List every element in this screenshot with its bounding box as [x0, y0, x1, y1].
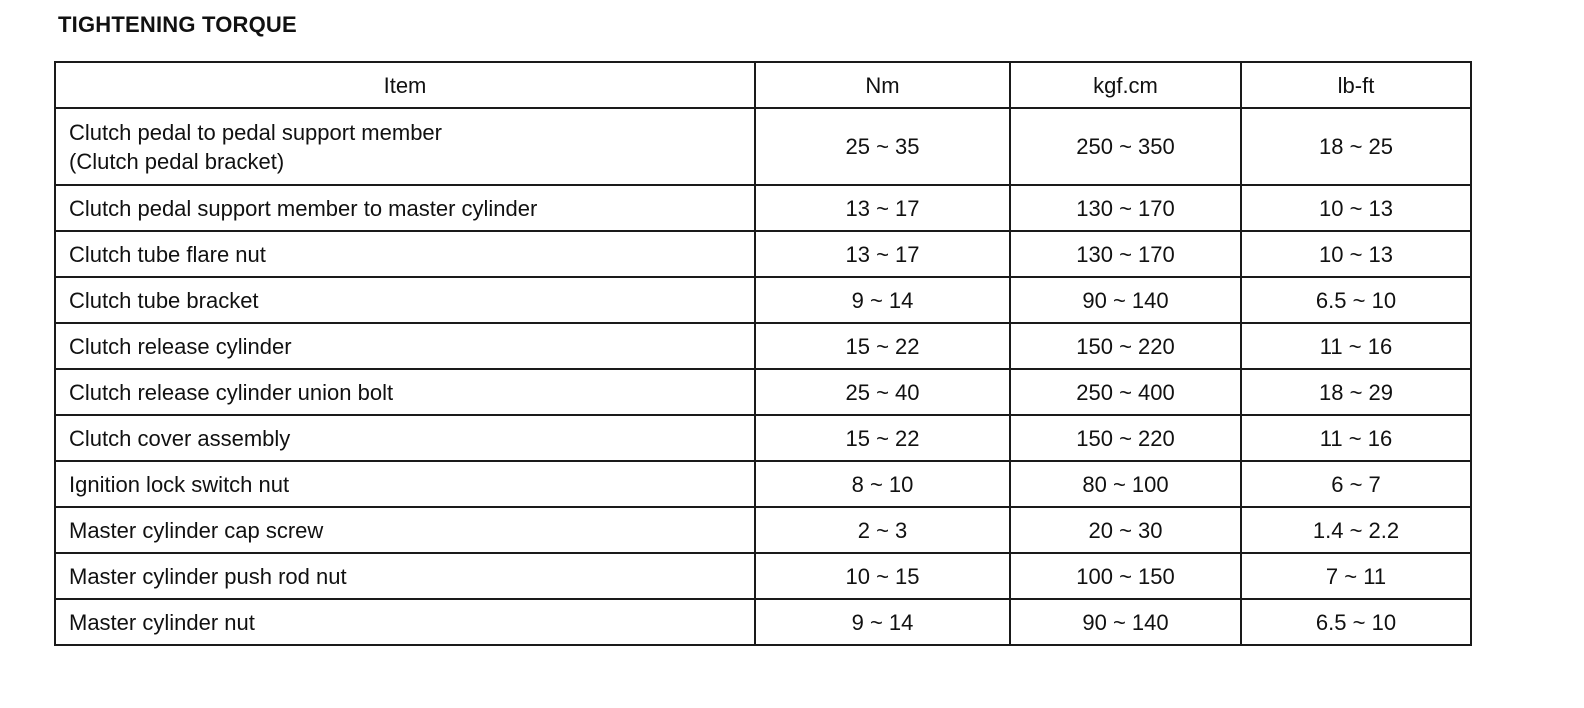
- header-kgfcm: kgf.cm: [1010, 62, 1241, 108]
- table-row: [55, 599, 1471, 645]
- table-row: [55, 108, 1471, 185]
- cell-item: Master cylinder cap screw: [55, 507, 755, 553]
- table-row: [55, 553, 1471, 599]
- cell-lbft: 18 ~ 29: [1241, 369, 1471, 415]
- cell-lbft: 11 ~ 16: [1241, 323, 1471, 369]
- cell-lbft: 6.5 ~ 10: [1241, 599, 1471, 645]
- table-row: [55, 461, 1471, 507]
- torque-table: [54, 61, 1472, 646]
- cell-kgfcm: 20 ~ 30: [1010, 507, 1241, 553]
- cell-nm: 25 ~ 40: [755, 369, 1010, 415]
- table-row: [55, 415, 1471, 461]
- cell-nm: 2 ~ 3: [755, 507, 1010, 553]
- cell-item: Clutch pedal support member to master cylinder: [55, 185, 755, 231]
- cell-lbft: 6.5 ~ 10: [1241, 277, 1471, 323]
- cell-lbft: 1.4 ~ 2.2: [1241, 507, 1471, 553]
- cell-nm: 15 ~ 22: [755, 415, 1010, 461]
- page-title: TIGHTENING TORQUE: [58, 12, 297, 37]
- table-row: [55, 277, 1471, 323]
- cell-item: Clutch tube bracket: [55, 277, 755, 323]
- cell-item: Clutch cover assembly: [55, 415, 755, 461]
- cell-nm: 15 ~ 22: [755, 323, 1010, 369]
- cell-kgfcm: 130 ~ 170: [1010, 231, 1241, 277]
- cell-lbft: 7 ~ 11: [1241, 553, 1471, 599]
- table-row: [55, 185, 1471, 231]
- cell-kgfcm: 150 ~ 220: [1010, 323, 1241, 369]
- cell-nm: 9 ~ 14: [755, 599, 1010, 645]
- cell-nm: 8 ~ 10: [755, 461, 1010, 507]
- table-row: [55, 369, 1471, 415]
- table-row: [55, 231, 1471, 277]
- header-item: Item: [55, 62, 755, 108]
- cell-lbft: 10 ~ 13: [1241, 231, 1471, 277]
- cell-kgfcm: 80 ~ 100: [1010, 461, 1241, 507]
- table-row: [55, 507, 1471, 553]
- cell-nm: 25 ~ 35: [755, 108, 1010, 185]
- cell-kgfcm: 100 ~ 150: [1010, 553, 1241, 599]
- table-row: [55, 323, 1471, 369]
- table-header-row: [55, 62, 1471, 108]
- cell-nm: 10 ~ 15: [755, 553, 1010, 599]
- cell-item: Master cylinder push rod nut: [55, 553, 755, 599]
- cell-nm: 9 ~ 14: [755, 277, 1010, 323]
- cell-lbft: 11 ~ 16: [1241, 415, 1471, 461]
- header-nm: Nm: [755, 62, 1010, 108]
- cell-item: Master cylinder nut: [55, 599, 755, 645]
- cell-kgfcm: 90 ~ 140: [1010, 599, 1241, 645]
- cell-lbft: 10 ~ 13: [1241, 185, 1471, 231]
- cell-kgfcm: 90 ~ 140: [1010, 277, 1241, 323]
- cell-item: Clutch pedal to pedal support member (Clutch pedal bracket): [55, 108, 755, 185]
- cell-item: Clutch tube flare nut: [55, 231, 755, 277]
- cell-kgfcm: 130 ~ 170: [1010, 185, 1241, 231]
- header-lbft: lb-ft: [1241, 62, 1471, 108]
- cell-lbft: 18 ~ 25: [1241, 108, 1471, 185]
- cell-lbft: 6 ~ 7: [1241, 461, 1471, 507]
- cell-kgfcm: 150 ~ 220: [1010, 415, 1241, 461]
- cell-item: Ignition lock switch nut: [55, 461, 755, 507]
- cell-item: Clutch release cylinder union bolt: [55, 369, 755, 415]
- cell-item: Clutch release cylinder: [55, 323, 755, 369]
- cell-kgfcm: 250 ~ 350: [1010, 108, 1241, 185]
- cell-nm: 13 ~ 17: [755, 185, 1010, 231]
- cell-kgfcm: 250 ~ 400: [1010, 369, 1241, 415]
- cell-nm: 13 ~ 17: [755, 231, 1010, 277]
